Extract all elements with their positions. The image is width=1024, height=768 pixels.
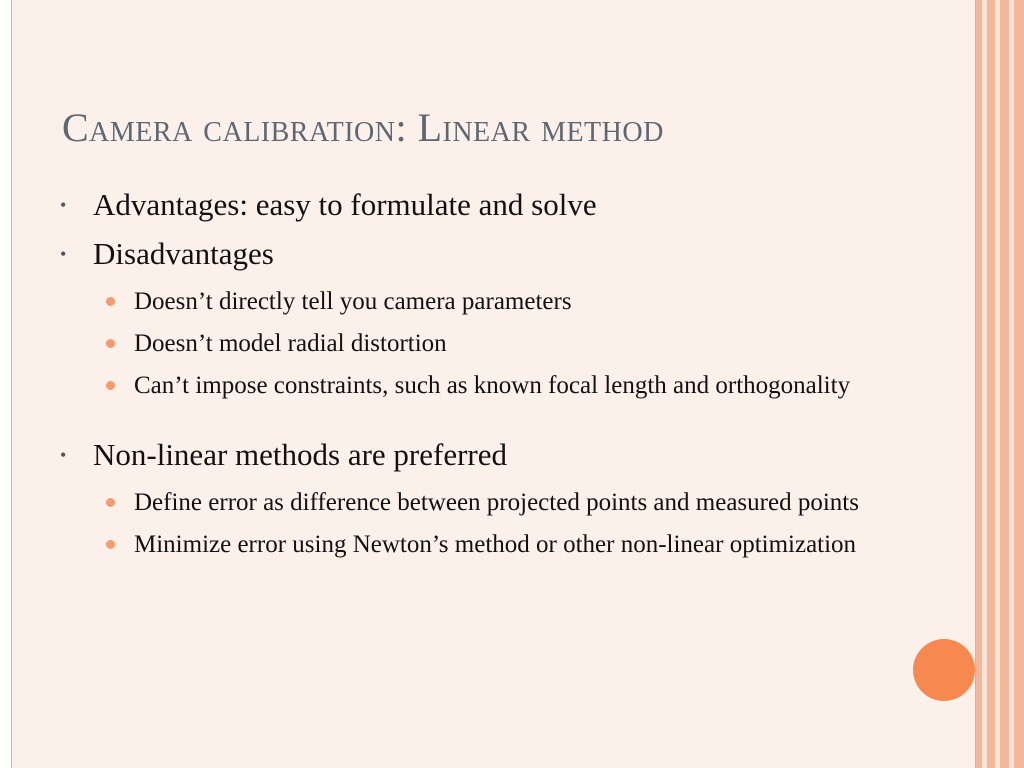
sub-bullet-text: Minimize error using Newton’s method or other non-linear optimization <box>134 531 857 558</box>
sub-bullet <box>60 527 900 563</box>
bullet-text: Advantages: easy to formulate and solve <box>93 187 597 222</box>
sub-bullet-dot-icon <box>106 498 115 507</box>
sub-bullet-text: Doesn’t directly tell you camera parameters <box>134 288 572 315</box>
bullet-text: Non-linear methods are preferred <box>93 437 507 472</box>
bullet-dot-icon: • <box>60 244 67 264</box>
bullet-text: Disadvantages <box>93 236 274 271</box>
stripe <box>1000 0 1009 768</box>
bullet-dot-icon: • <box>60 195 67 215</box>
sub-bullet <box>60 368 900 404</box>
spacer <box>60 410 900 436</box>
sub-bullet-dot-icon <box>106 297 115 306</box>
stripe <box>987 0 995 768</box>
sub-bullet-dot-icon <box>106 381 115 390</box>
sub-bullet-text: Define error as difference between projected points and measured points <box>134 489 859 516</box>
slide-title: Camera calibration: Linear method <box>62 105 664 150</box>
sub-bullet <box>60 326 900 362</box>
bullet-disadvantages <box>60 235 900 273</box>
bullet-advantages <box>60 186 900 224</box>
sub-bullet-text: Can’t impose constraints, such as known focal length and orthogonality <box>134 372 851 399</box>
sub-bullet-text: Doesn’t model radial distortion <box>134 330 447 357</box>
bullet-dot-icon: • <box>60 445 67 465</box>
slide-content <box>60 186 900 569</box>
sub-bullet <box>60 485 900 521</box>
sub-bullet <box>60 284 900 320</box>
decorative-circle <box>913 639 975 701</box>
sub-bullet-dot-icon <box>106 540 115 549</box>
decorative-stripes <box>976 0 1024 768</box>
sub-bullet-dot-icon <box>106 339 115 348</box>
stripe <box>1014 0 1024 768</box>
bullet-non-linear <box>60 436 900 474</box>
